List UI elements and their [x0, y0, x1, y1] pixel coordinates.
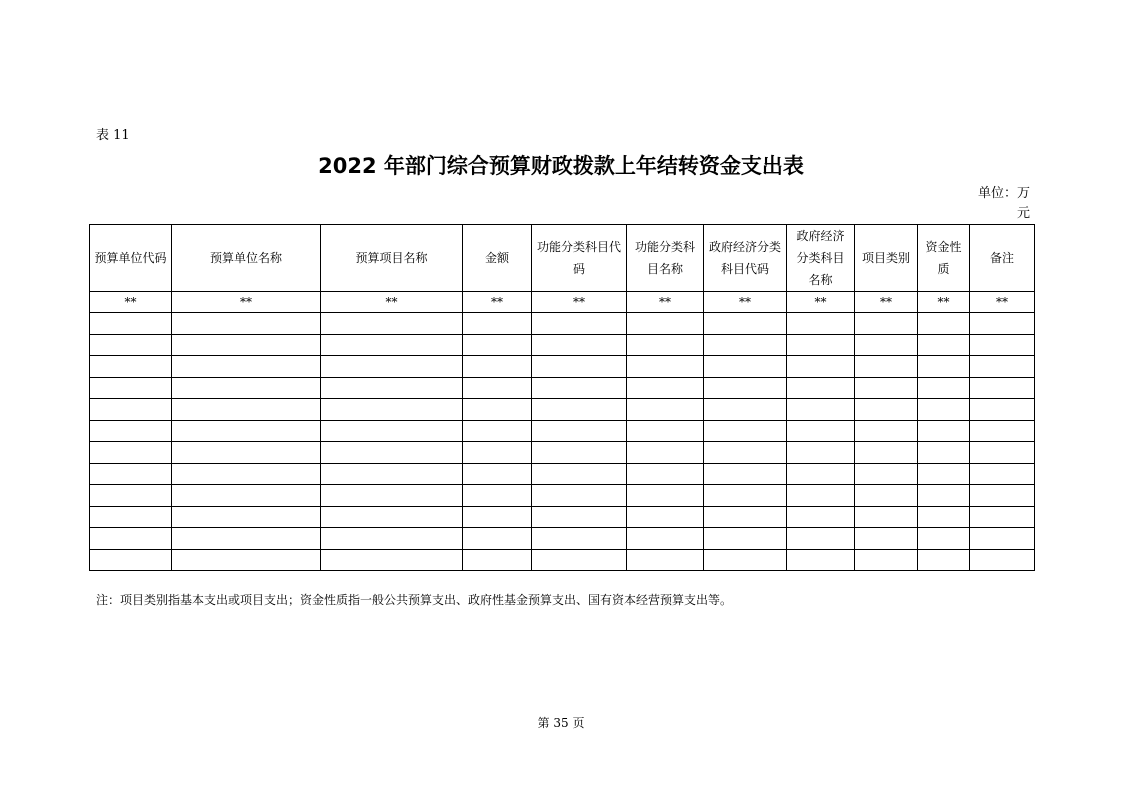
- unit-label: 单位：万元: [977, 186, 1030, 221]
- footnote: 注：项目类别指基本支出或项目支出；资金性质指一般公共预算支出、政府性基金预算支出、国有资本经营预算支出等。: [96, 593, 733, 607]
- marker-cell: **: [463, 292, 532, 313]
- table-row: [90, 506, 1035, 528]
- marker-cell: **: [855, 292, 918, 313]
- col-header: 预算项目名称: [321, 225, 463, 292]
- table-row: [90, 356, 1035, 378]
- marker-cell: **: [704, 292, 787, 313]
- table-row: [90, 377, 1035, 399]
- page-title: 2022 年部门综合预算财政拨款上年结转资金支出表: [318, 154, 804, 178]
- table-row: [90, 485, 1035, 507]
- marker-cell: **: [970, 292, 1035, 313]
- col-header: 项目类别: [855, 225, 918, 292]
- col-header: 政府经济分类科目名称: [787, 225, 855, 292]
- page-number: 第 35 页: [537, 716, 585, 730]
- budget-table: [89, 224, 1035, 571]
- marker-cell: **: [627, 292, 704, 313]
- marker-cell: **: [172, 292, 321, 313]
- marker-cell: **: [787, 292, 855, 313]
- table-row: [90, 334, 1035, 356]
- table-row: [90, 399, 1035, 421]
- col-header: 金额: [463, 225, 532, 292]
- table-row: [90, 549, 1035, 571]
- table-row: [90, 442, 1035, 464]
- marker-cell: **: [532, 292, 627, 313]
- col-header: 预算单位名称: [172, 225, 321, 292]
- col-header: 功能分类科目代码: [532, 225, 627, 292]
- col-header: 功能分类科目名称: [627, 225, 704, 292]
- col-header: 预算单位代码: [90, 225, 172, 292]
- table-number: 表 11: [96, 128, 130, 143]
- marker-row: [90, 292, 1035, 313]
- marker-cell: **: [918, 292, 970, 313]
- table-row: [90, 420, 1035, 442]
- col-header: 政府经济分类科目代码: [704, 225, 787, 292]
- marker-cell: **: [90, 292, 172, 313]
- col-header: 备注: [970, 225, 1035, 292]
- col-header: 资金性质: [918, 225, 970, 292]
- marker-cell: **: [321, 292, 463, 313]
- table-row: [90, 528, 1035, 550]
- table-row: [90, 313, 1035, 335]
- table-row: [90, 463, 1035, 485]
- header-row: [90, 225, 1035, 292]
